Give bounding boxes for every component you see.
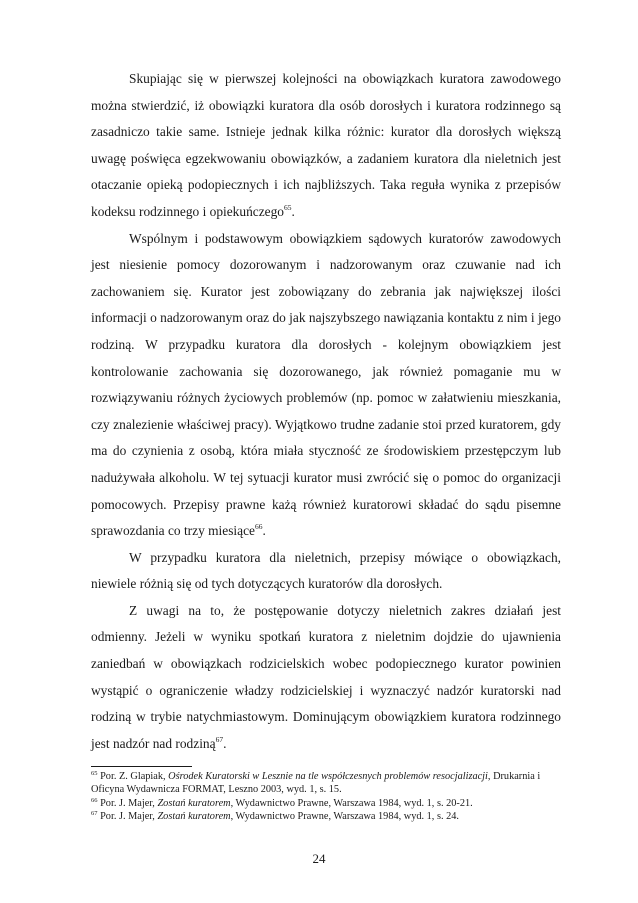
paragraph-end: . [291,203,295,219]
paragraph-end: . [262,523,266,539]
page-number: 24 [312,851,326,866]
paragraph [91,598,561,758]
footnote-publisher: , Wydawnictwo Prawne, Warszawa 1984, wyd. 1, s. 24. [230,810,459,822]
footnote-ref[interactable]: 67 [215,734,224,744]
footnote-title: Ośrodek Kuratorski w Lesznie na tle współczesnych problemów resocjalizacji [168,771,488,782]
paragraph-text: Z uwagi na to, że postępowanie dotyczy nieletnich zakres działań jest odmienny. Jeżeli w wyniku spotkań kuratora z nieletnim dojdzie do ujawnienia zaniedbań w obowiązkach rodzicielskich wobec podopiecznego kurator powinien wystąpić o ograniczenie władzy rodzicielskiej i wyznaczyć nadzór kuratorski nad rodziną w trybie natychmiastowym. Dominującym obowiązkiem kuratora rodzinnego jest nadzór nad rodziną [91,602,561,751]
footnote-publisher: , Drukarnia i Oficyna Wydawnicza FORMAT, Leszno 2003, wyd. 1, s. 15. [91,771,541,796]
paragraph-end: . [223,735,227,751]
footnote-number: 67 [91,809,98,817]
paragraph [91,226,561,545]
footnote-author: Por. J. Majer, [100,810,158,822]
body-text [91,66,561,757]
footnote-number: 65 [91,770,98,777]
footnote-author: Por. J. Majer, [100,797,158,809]
footnote-separator [91,766,192,767]
footnote-title: Zostań kuratorem [157,797,231,809]
footnote [91,770,561,797]
paragraph [91,66,561,226]
footnote [91,810,561,823]
paragraph-text: Skupiając się w pierwszej kolejności na obowiązkach kuratora zawodowego można stwierdzić, iż obowiązki kuratora dla osób dorosłych i kuratora rodzinnego są zasadniczo takie same. Istnieje jednak kilka różnic: kurator dla dorosłych większą uwagę poświęca egzekwowaniu obowiązków, a zadaniem kuratora dla nieletnich jest otaczanie opieką podopiecznych i ich najbliższych. Taka reguła wynika z przepisów kodeksu rodzinnego i opiekuńczego [91,71,561,219]
footnote [91,797,561,810]
footnote-author: Por. Z. Glapiak, [100,771,169,782]
paragraph-text: W przypadku kuratora dla nieletnich, przepisy mówiące o obowiązkach, niewiele różnią się od tych dotyczących kuratorów dla dorosłych. [91,549,561,592]
footnote-ref[interactable]: 66 [254,522,263,532]
footnote-ref[interactable]: 65 [284,202,292,212]
footnote-publisher: , Wydawnictwo Prawne, Warszawa 1984, wyd. 1, s. 20-21. [230,797,473,809]
paragraph [91,545,561,598]
footnotes [91,770,561,823]
footnote-number: 66 [91,796,98,804]
footnote-title: Zostań kuratorem [157,810,231,822]
paragraph-text: Wspólnym i podstawowym obowiązkiem sądowych kuratorów zawodowych jest niesienie pomocy dozorowanym i nadzorowanym oraz czuwanie nad ich zachowaniem się. Kurator jest zobowiązany do zebrania jak największej ilości informacji o nadzorowanym oraz do jak najszybszego nawiązania kontaktu z nim i jego rodziną. W przypadku kuratora dla dorosłych - kolejnym obowiązkiem jest kontrolowanie zachowania się dozorowanego, jak również pomaganie mu w rozwiązywaniu różnych życiowych problemów (np. pomoc w załatwieniu mieszkania, czy znalezienie właściwej pracy). Wyjątkowo trudne zadanie stoi przed kuratorem, gdy ma do czynienia z osobą, która miała styczność ze środowiskiem przestępczym lub nadużywała alkoholu. W tej sytuacji kurator musi zwrócić się o pomoc do organizacji pomocowych. Przepisy prawne każą również kuratorowi składać do sądu pisemne sprawozdania co trzy miesiące [91,230,561,539]
